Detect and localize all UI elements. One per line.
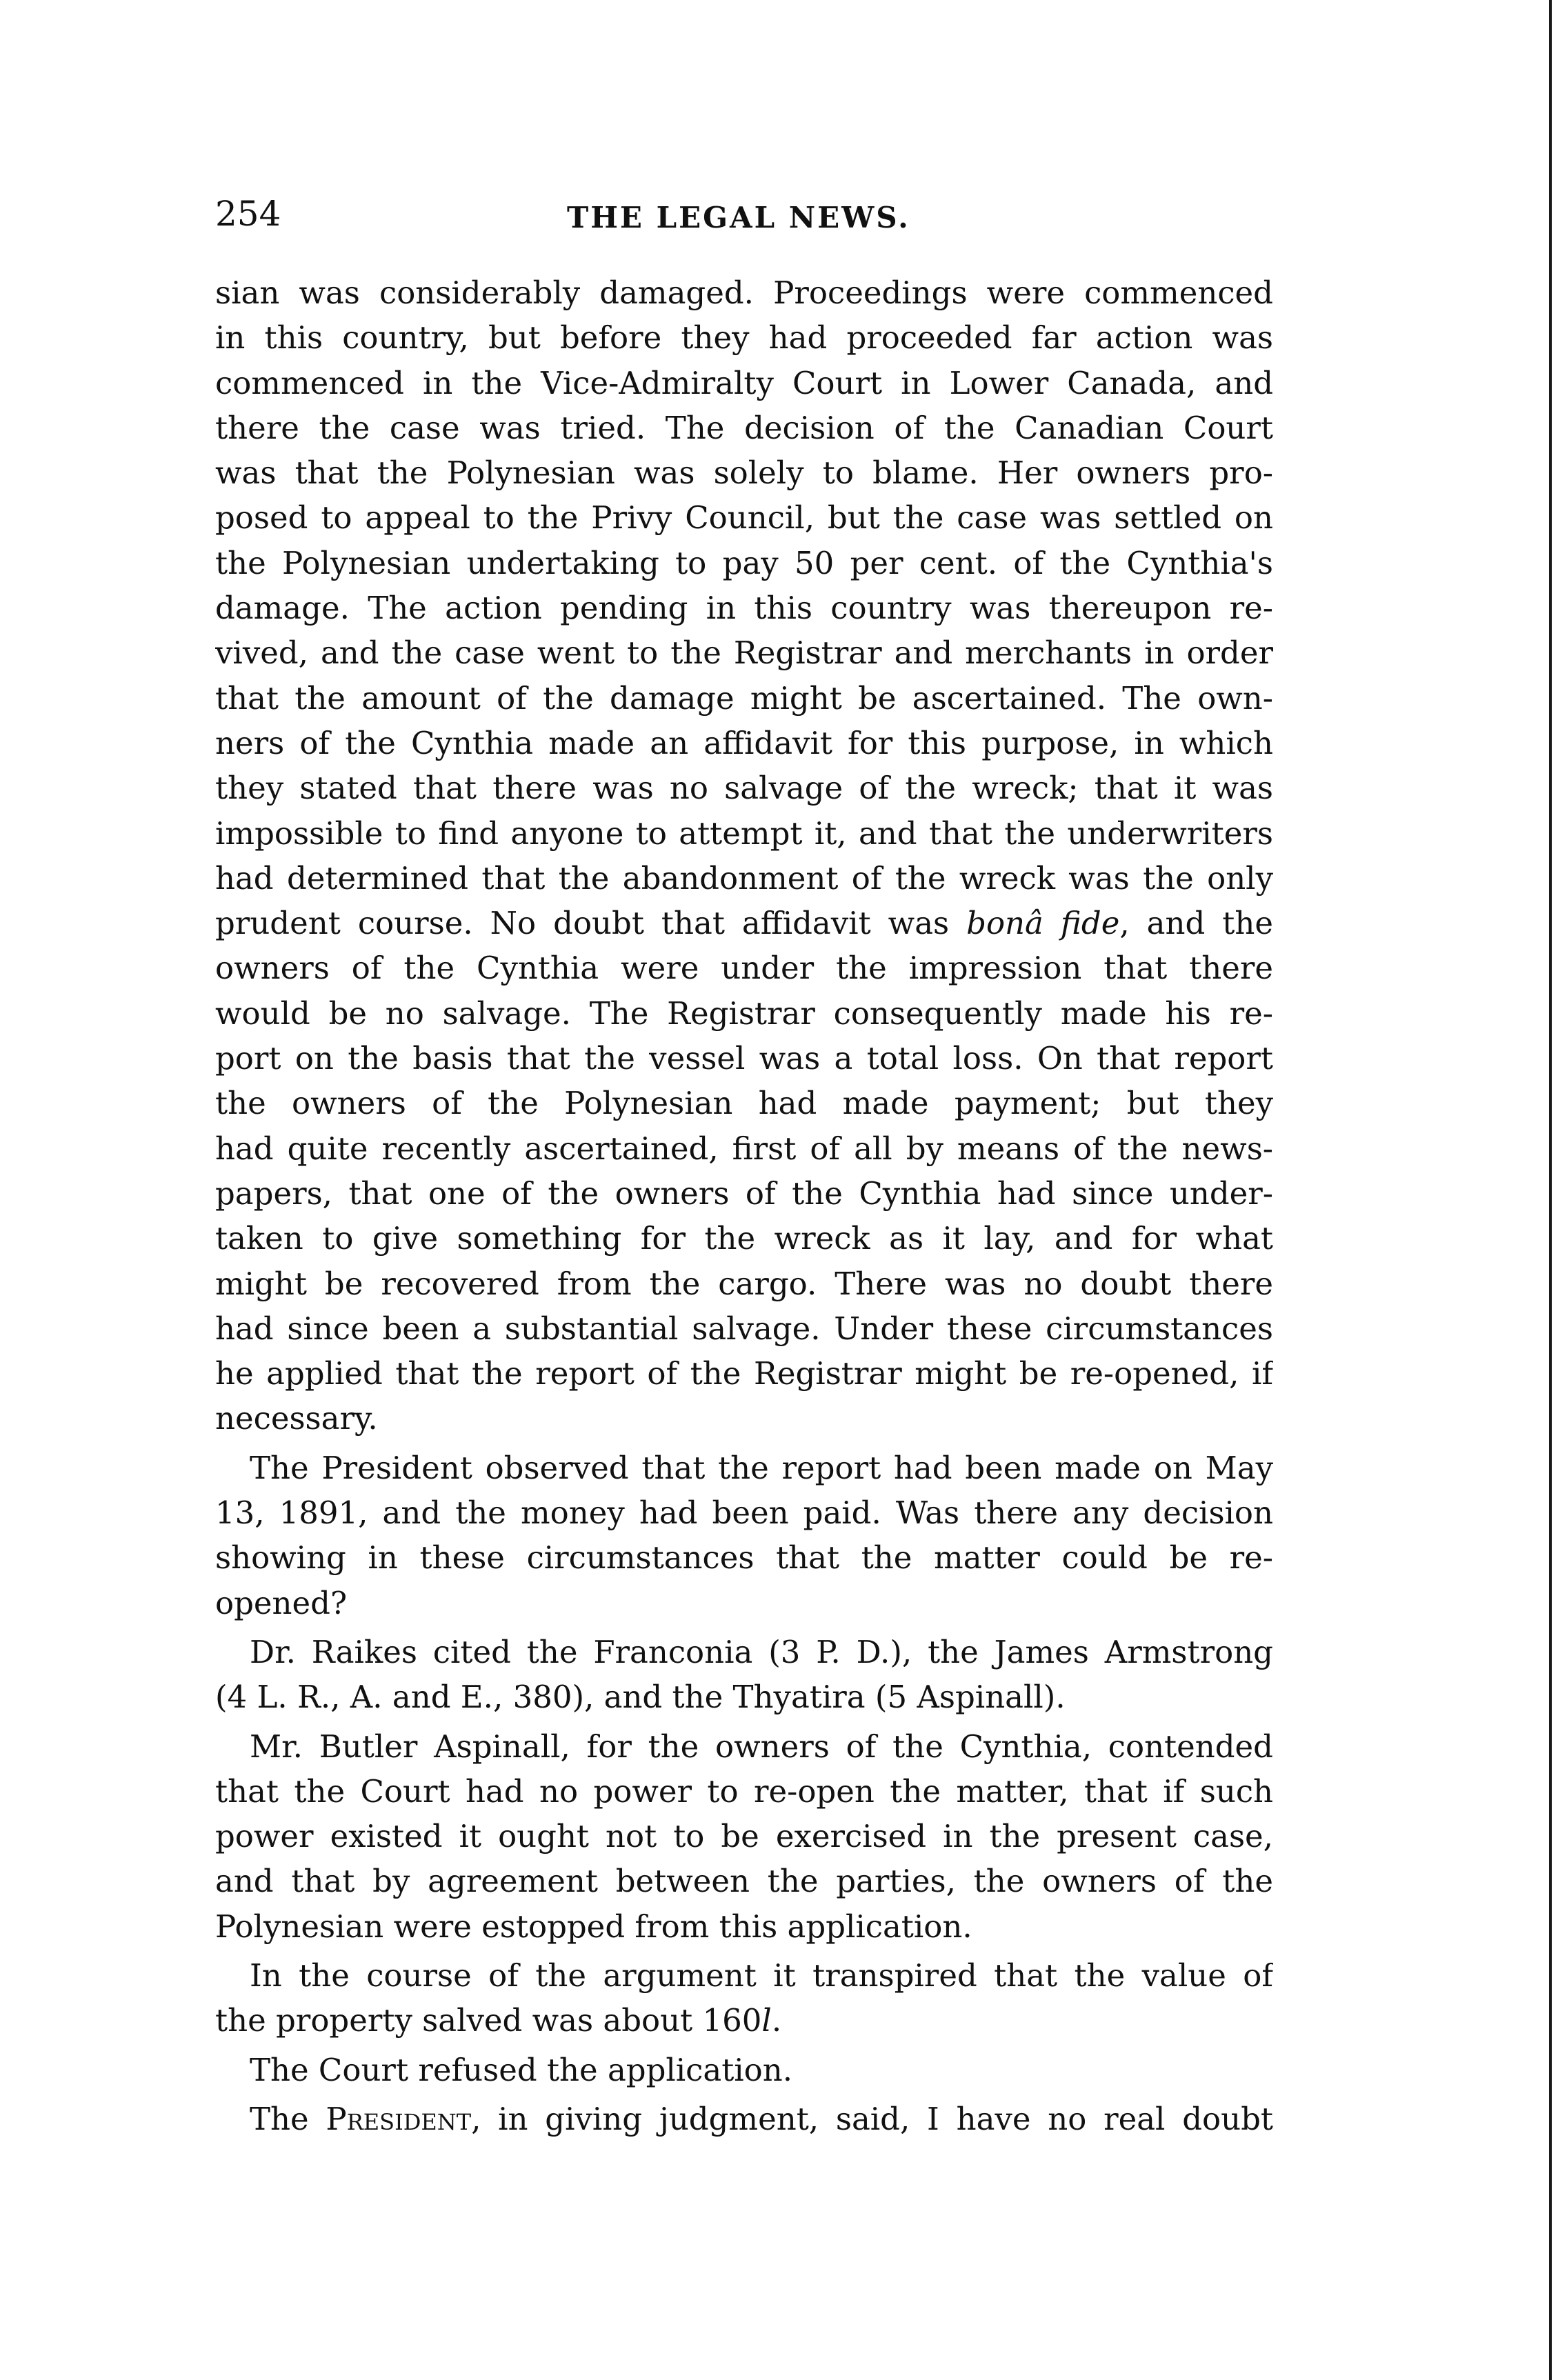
text-line: necessary. [215, 1400, 378, 1437]
text-line: commenced in the Vice-Admiralty Court in Lower Canada, and [215, 364, 1273, 401]
text-line: that the amount of the damage might be ascertained. The own- [215, 679, 1273, 717]
text-line: and that by agreement between the parties, the owners of the [215, 1863, 1273, 1900]
text-line: power existed it ought not to be exercised in the present case, [215, 1818, 1273, 1855]
text-line: impossible to find anyone to attempt it, and that the underwriters [215, 814, 1273, 852]
text-line: taken to give something for the wreck as it lay, and for what [215, 1220, 1273, 1257]
text-line: that the Court had no power to re-open the matter, that if such [215, 1772, 1273, 1810]
text-line: he applied that the report of the Registrar might be re-opened, if [215, 1355, 1273, 1392]
text-line: there the case was tried. The decision of the Canadian Court [215, 409, 1273, 446]
text-line: damage. The action pending in this country was thereupon re- [215, 590, 1273, 627]
text-line: papers, that one of the owners of the Cynthia had since under- [215, 1174, 1273, 1212]
page-number: 254 [215, 194, 281, 234]
text-segment: , and the [1119, 905, 1273, 942]
text-line: showing in these circumstances that the matter could be re- [215, 1539, 1273, 1577]
text-segment: , in giving judgment, said, I have no real doubt [471, 2100, 1273, 2137]
text-line: vived, and the case went to the Registrar and merchants in order [215, 634, 1273, 672]
text-line: owners of the Cynthia were under the impression that there [215, 950, 1273, 987]
text-line [215, 2097, 1273, 2141]
text-line: Mr. Butler Aspinall, for the owners of the Cynthia, contended [250, 1728, 1273, 1765]
text-line: would be no salvage. The Registrar consequently made his re- [215, 994, 1273, 1032]
text-segment: The [250, 2100, 309, 2137]
pound-symbol: l [761, 2002, 772, 2039]
page-edge-rule [1549, 0, 1552, 2380]
text-line: posed to appeal to the Privy Council, but the case was settled on [215, 499, 1273, 537]
running-title: THE LEGAL NEWS. [567, 201, 910, 234]
text-line [215, 1998, 1273, 2043]
text-line: (4 L. R., A. and E., 380), and the Thyatira (5 Aspinall). [215, 1679, 1066, 1716]
text-line: Polynesian were estopped from this application. [215, 1908, 972, 1945]
body-text [215, 270, 1273, 2141]
text-line: had since been a substantial salvage. Under these circumstances [215, 1310, 1273, 1347]
text-line: The Court refused the application. [250, 2051, 793, 2088]
text-line: In the course of the argument it transpired that the value of [250, 1957, 1273, 1994]
text-line: might be recovered from the cargo. There was no doubt there [215, 1265, 1273, 1302]
text-line: was that the Polynesian was solely to blame. Her owners pro- [215, 454, 1273, 492]
text-line: Dr. Raikes cited the Franconia (3 P. D.), the James Armstrong [250, 1633, 1273, 1670]
page-header [215, 193, 1273, 248]
text-line [215, 901, 1273, 946]
amount-value: 160 [702, 2002, 762, 2039]
text-line: opened? [215, 1584, 348, 1621]
text-segment: . [771, 2002, 782, 2039]
text-line: had determined that the abandonment of the wreck was the only [215, 859, 1273, 897]
text-line: the owners of the Polynesian had made payment; but they [215, 1085, 1273, 1122]
text-line: they stated that there was no salvage of the wreck; that it was [215, 770, 1273, 807]
text-line: the Polynesian undertaking to pay 50 per cent. of the Cynthia's [215, 544, 1273, 581]
text-line: ners of the Cynthia made an affidavit for this purpose, in which [215, 724, 1273, 761]
text-line: 13, 1891, and the money had been paid. Was there any decision [215, 1494, 1273, 1532]
italic-phrase: bonâ fide [966, 905, 1120, 942]
text-line: port on the basis that the vessel was a total loss. On that report [215, 1040, 1273, 1077]
text-line: The President observed that the report had been made on May [250, 1449, 1273, 1486]
text-line: sian was considerably damaged. Proceedings were commenced [215, 274, 1273, 311]
text-segment: prudent course. No doubt that affidavit was [215, 905, 950, 942]
text-segment: the property salved was about [215, 2002, 693, 2039]
text-line: in this country, but before they had proceeded far action was [215, 319, 1273, 357]
text-line: had quite recently ascertained, first of all by means of the news- [215, 1130, 1273, 1167]
small-caps-name: President [326, 2100, 472, 2137]
